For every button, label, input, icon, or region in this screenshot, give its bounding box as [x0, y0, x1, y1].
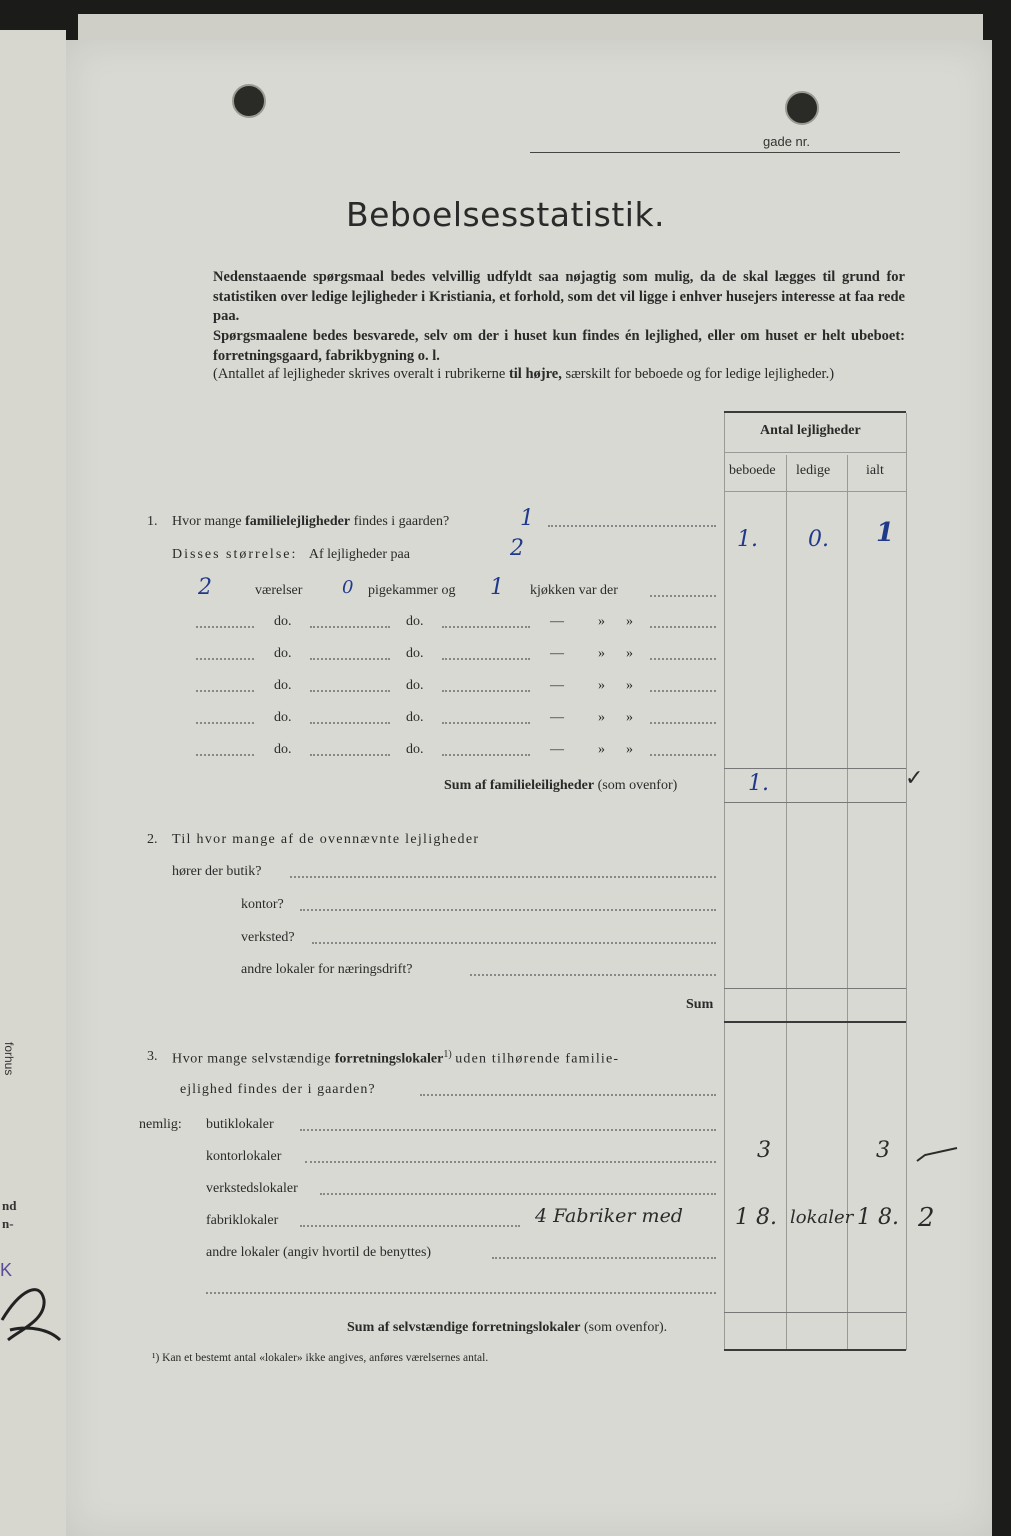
q1-do-row-4-blank-1	[196, 754, 254, 756]
q3-verksted-dots	[320, 1193, 716, 1195]
q1-do-row-4-quote-2: »	[626, 742, 633, 757]
header-ledige: ledige	[796, 463, 831, 478]
q3-row-butiklokaler: butiklokaler	[206, 1117, 274, 1132]
q1-do-row-2-quote-1: »	[598, 678, 605, 693]
q1-do-row-3-quote-1: »	[598, 710, 605, 725]
q1-do-row-2-blank-2	[310, 690, 390, 692]
q1-do-row-2-do-2: do.	[406, 678, 424, 693]
q3-butik-dots	[300, 1129, 716, 1131]
q3-line2-dots	[420, 1094, 716, 1096]
q1-leader-dots	[548, 525, 716, 527]
q1-pigekammer-value[interactable]: 0	[342, 577, 354, 598]
q1-vaerelser-label: værelser	[255, 583, 303, 598]
q2-andre-dots	[470, 974, 716, 976]
q1-do-row-2-quote-2: »	[626, 678, 633, 693]
q2-sum-bottom-rule	[724, 1021, 906, 1023]
q1-do-row-0-dash: —	[550, 614, 564, 629]
q2-row-verksted: verksted?	[241, 930, 295, 945]
q3-sum-bottom-rule	[724, 1349, 906, 1351]
intro-text-3a: (Antallet af lejligheder skrives overalt i rubrikerne	[213, 366, 506, 382]
q3-sum-label	[347, 1320, 667, 1336]
header-bottom-rule	[724, 491, 906, 492]
page-title: Beboelsesstatistik.	[345, 195, 666, 234]
q1-do-row-2-blank-1	[196, 690, 254, 692]
margin-word-n: n-	[2, 1216, 14, 1231]
q2-number: 2.	[147, 832, 158, 847]
q1-do-row-3-quote-2: »	[626, 710, 633, 725]
q1-do-row-0-quote-1: »	[598, 614, 605, 629]
q3-kontor-beboede-value[interactable]: 3	[757, 1138, 771, 1163]
gade-nr-field[interactable]	[530, 136, 900, 153]
intro-text-3b: til højre,	[508, 366, 562, 382]
intro-text-2: Spørgsmaalene bedes besvarede, selv om der i huset kun findes én lejlighed, eller om huset er helt ubeboet: forretningsgaard, fabrikbygning o. l.	[213, 328, 905, 364]
col-rule-1	[786, 455, 787, 1350]
q1-af-lejligheder: Af lejligheder paa	[308, 547, 410, 562]
q2-butik-dots	[290, 876, 716, 878]
q1-answer-handwritten: 1	[520, 506, 534, 531]
q1-do-row-2-dots	[650, 690, 716, 692]
intro-text-3c: særskilt for beboede og for ledige lejligheder.)	[565, 366, 835, 382]
q1-do-row-3-dash: —	[550, 710, 564, 725]
q3-sum-bold: Sum af selvstændige forretningslokaler	[347, 1320, 581, 1335]
q3-fabrik-check: 2	[918, 1203, 935, 1233]
q1-do-row-0-blank-1	[196, 626, 254, 628]
header-ialt: ialt	[866, 463, 884, 478]
q3-sum-paren: (som ovenfor).	[583, 1320, 668, 1335]
q3-extra-dots	[206, 1292, 716, 1294]
q1-text-a: Hvor mange	[172, 514, 242, 529]
q3-fabrik-note: 4 Fabriker med	[535, 1205, 683, 1227]
q1-sum-label	[444, 778, 677, 794]
q2-sum-label: Sum	[686, 997, 714, 1012]
q3-sum-top-rule	[724, 1312, 906, 1313]
header-sub-rule	[724, 452, 906, 453]
footnote: ¹) Kan et bestemt antal «lokaler» ikke angives, anføres værelsernes antal.	[152, 1352, 489, 1364]
q1-do-row-2-blank-3	[442, 690, 530, 692]
q1-do-row-4-do-2: do.	[406, 742, 424, 757]
q2-sum-top-rule	[724, 988, 906, 989]
q1-do-row-0-do-1: do.	[274, 614, 292, 629]
punch-hole-left	[232, 84, 266, 118]
q3-nemlig: nemlig:	[139, 1117, 182, 1132]
q1-do-row-0-blank-3	[442, 626, 530, 628]
intro-paragraph-1	[139, 268, 905, 327]
q3-andre-dots	[492, 1257, 716, 1259]
gade-nr-label: gade nr.	[763, 134, 810, 149]
q3-text	[172, 1049, 619, 1068]
intro-paragraph-2	[139, 327, 905, 366]
q3-row-kontorlokaler: kontorlokaler	[206, 1149, 282, 1164]
q1-do-row-1-blank-2	[310, 658, 390, 660]
q1-rooms-value[interactable]: 2	[198, 575, 212, 600]
q1-do-row-4-blank-2	[310, 754, 390, 756]
q1-do-row-3-dots	[650, 722, 716, 724]
q1-do-row-3-blank-2	[310, 722, 390, 724]
margin-signature-scribble	[0, 1270, 66, 1350]
header-beboede: beboede	[729, 463, 776, 478]
punch-hole-right	[785, 91, 819, 125]
q3-text-c: uden tilhørende familie-	[455, 1051, 620, 1067]
margin-word-nd: nd	[2, 1198, 17, 1213]
q1-sum-check: ✓	[905, 766, 924, 791]
margin-word-forhus: forhus	[2, 1042, 16, 1076]
q1-pigekammer-label: pigekammer og	[368, 583, 456, 598]
q1-text-b: familielejligheder	[245, 514, 351, 529]
q1-do-row-1-dots	[650, 658, 716, 660]
q1-do-row-4-do-1: do.	[274, 742, 292, 757]
table-top-rule	[724, 411, 906, 413]
q1-do-row-0-dots	[650, 626, 716, 628]
q3-fabrik-ialt-value[interactable]: 1 8.	[857, 1205, 899, 1230]
q1-do-row-1-dash: —	[550, 646, 564, 661]
q1-do-row-1-blank-3	[442, 658, 530, 660]
q3-text-sup: 1)	[443, 1049, 452, 1060]
q2-kontor-dots	[300, 909, 716, 911]
q3-text-b: forretningslokaler	[334, 1051, 444, 1067]
q2-verksted-dots	[312, 942, 716, 944]
q2-row-kontor: kontor?	[241, 897, 284, 912]
q1-kjokken-label: kjøkken var der	[530, 583, 618, 598]
q1-do-row-3-do-2: do.	[406, 710, 424, 725]
col-rule-3	[906, 413, 907, 1350]
q2-text: Til hvor mange af de ovennævnte lejligheder	[172, 832, 480, 847]
q3-kontor-dots	[305, 1161, 716, 1163]
adjacent-page-edge	[0, 30, 66, 1536]
q1-sum-top-rule	[724, 768, 906, 769]
q1-do-row-1-do-2: do.	[406, 646, 424, 661]
q1-ialt-value[interactable]: 1	[876, 518, 895, 548]
q3-row-verkstedslokaler: verkstedslokaler	[206, 1181, 298, 1196]
q1-size-row	[172, 547, 410, 563]
header-antal-lejligheder: Antal lejligheder	[760, 423, 861, 438]
q1-size-handwritten: 2	[510, 536, 524, 561]
q1-beboede-value[interactable]: 1.	[737, 527, 758, 552]
q3-text-a: Hvor mange selvstændige	[172, 1051, 332, 1067]
q1-do-row-1-quote-1: »	[598, 646, 605, 661]
q1-sum-bottom-rule	[724, 802, 906, 803]
q1-sum-bold: Sum af familieleiligheder	[444, 778, 595, 793]
q1-do-row-1-do-1: do.	[274, 646, 292, 661]
q3-number: 3.	[147, 1049, 158, 1064]
q1-disses-storrelse: Disses størrelse:	[172, 547, 298, 562]
q1-kjokken-value[interactable]: 1	[490, 575, 504, 600]
q1-do-row-3-do-1: do.	[274, 710, 292, 725]
q1-text	[172, 514, 449, 530]
col-rule-0	[724, 413, 725, 1350]
margin-stamp-k: K	[0, 1260, 13, 1280]
q1-do-row-3-blank-3	[442, 722, 530, 724]
q1-do-row-1-blank-1	[196, 658, 254, 660]
q3-fabrik-dots	[300, 1225, 520, 1227]
q2-row-butik: hører der butik?	[172, 864, 262, 879]
q1-rooms-dots	[650, 595, 716, 597]
q1-do-row-0-quote-2: »	[626, 614, 633, 629]
q3-kontor-ialt-value[interactable]: 3	[876, 1138, 890, 1163]
q3-fabrik-ledige-value[interactable]: lokaler	[790, 1207, 854, 1228]
q1-ledige-value[interactable]: 0.	[808, 527, 829, 552]
q1-sum-paren: (som ovenfor)	[597, 778, 678, 793]
intro-paragraph-3	[139, 365, 905, 385]
q2-row-andre: andre lokaler for næringsdrift?	[241, 962, 413, 977]
q1-do-row-4-blank-3	[442, 754, 530, 756]
q1-text-c: findes i gaarden?	[353, 514, 450, 529]
q1-number: 1.	[147, 514, 158, 529]
intro-text-1: Nedenstaaende spørgsmaal bedes velvillig udfyldt saa nøjagtig som mulig, da de skal lægges til grund for statistiken over ledige lejligheder i Kristiania, et forhold, som det vil ligge i enhver husejers interesse at faa rede paa.	[213, 269, 905, 324]
q1-do-row-1-quote-2: »	[626, 646, 633, 661]
q1-do-row-4-quote-1: »	[598, 742, 605, 757]
q3-kontor-check	[915, 1145, 960, 1165]
q1-do-row-0-blank-2	[310, 626, 390, 628]
q3-row-fabriklokaler: fabriklokaler	[206, 1213, 279, 1228]
q1-do-row-2-do-1: do.	[274, 678, 292, 693]
q1-do-row-4-dots	[650, 754, 716, 756]
q1-do-row-3-blank-1	[196, 722, 254, 724]
q3-row-andre: andre lokaler (angiv hvortil de benyttes)	[206, 1245, 432, 1260]
q1-do-row-0-do-2: do.	[406, 614, 424, 629]
q1-sum-beboede-value[interactable]: 1.	[748, 771, 769, 796]
q1-do-row-4-dash: —	[550, 742, 564, 757]
q3-fabrik-beboede-value[interactable]: 1 8.	[735, 1205, 777, 1230]
q1-do-row-2-dash: —	[550, 678, 564, 693]
q3-line2: ejlighed findes der i gaarden?	[180, 1082, 376, 1097]
